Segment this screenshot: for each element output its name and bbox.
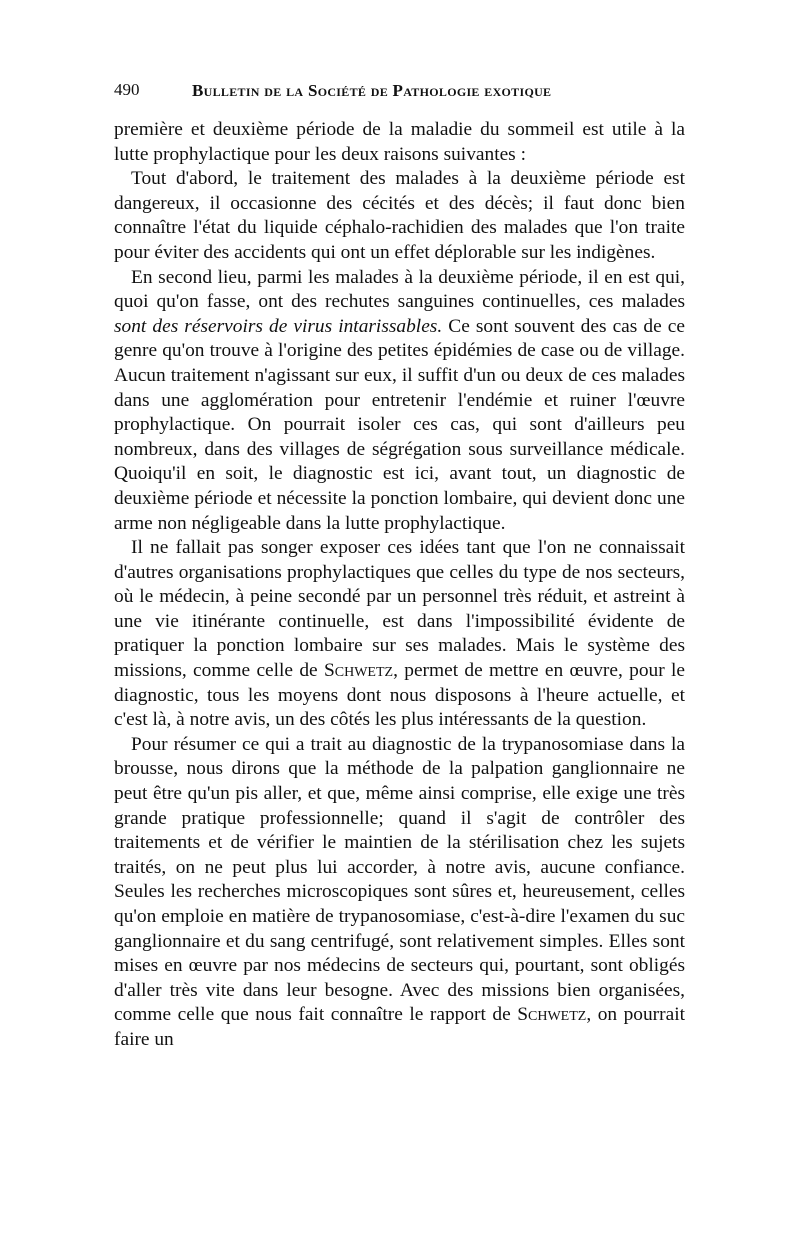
page-number: 490 — [114, 80, 140, 99]
paragraph-5 — [114, 733, 685, 1053]
paragraph-1-text: première et deuxième période de la maladie du sommeil est utile à la lutte prophylactique pour les deux raisons suivantes : — [114, 119, 685, 165]
paragraph-3-text-after: Ce sont souvent des cas de ce genre qu'on trouve à l'origine des petites épidémies de case ou de village. Aucun traitement n'agissant sur eux, il suffit d'un ou deux de ces malades dans une agglomération pour entretenir l'endémie et ruiner l'œuvre prophylactique. On pourrait isoler ces cas, qui sont d'ailleurs peu nombreux, dans des villages de ségrégation sous surveillance médicale. Quoiqu'il en soit, le diagnostic est ici, avant tout, un diagnostic de deuxième période et nécessite la ponction lombaire, qui devient donc une arme non négligeable dans la lutte prophylactique. — [114, 315, 685, 534]
paragraph-5-text-before: Pour résumer ce qui a trait au diagnostic de la trypanosomiase dans la brousse, nous dirons que la méthode de la palpation ganglionnaire ne peut être qu'un pis aller, et que, même ainsi comprise, elle exige une très grande pratique professionnelle; quand il s'agit de contrôler des traitements et de vérifier le maintien de la stérilisation chez les sujets traités, on ne peut plus lui accorder, à notre avis, aucune confiance. Seules les recherches microscopiques sont sûres et, heureusement, celles qu'on emploie en matière de trypanosomiase, c'est-à-dire l'examen du suc ganglionnaire et du sang centrifugé, sont relativement simples. Elles sont mises en œuvre par nos médecins de secteurs qui, pourtant, sont obligés d'aller très vite dans leur besogne. Avec des missions bien organisées, comme celle que nous fait connaître le rapport de — [114, 733, 685, 1026]
paragraph-3-emphasis: sont des réservoirs de virus intarissables. — [114, 315, 443, 337]
paragraph-2-text: Tout d'abord, le traitement des malades à la deuxième période est dangereux, il occasionne des cécités et des décès; il faut donc bien connaître l'état du liquide céphalo-rachidien des malades que l'on traite pour éviter des accidents qui ont un effet déplorable sur les indigènes. — [114, 168, 685, 263]
paragraph-4-text-before: Il ne fallait pas songer exposer ces idées tant que l'on ne connaissait d'autres organisations prophylactiques que celles du type de nos secteurs, où le médecin, à peine secondé par un personnel très réduit, et astreint à une vie itinérante continuelle, est dans l'impossibilité évidente de pratiquer la ponction lombaire sur ses malades. Mais le système des missions, comme celle de — [114, 537, 685, 682]
article-body — [114, 118, 685, 1053]
author-name-schwetz: Schwetz — [323, 660, 394, 682]
author-name-schwetz-2: Schwetz — [517, 1004, 587, 1026]
paragraph-1 — [114, 118, 685, 167]
running-head — [114, 80, 686, 106]
paragraph-4-text-after: , permet de mettre en œuvre, pour le diagnostic, tous les moyens dont nous disposons à l'heure actuelle, et c'est là, à notre avis, un des côtés les plus intéressants de la question. — [114, 660, 685, 731]
paragraph-3 — [114, 266, 685, 537]
paragraph-5-text-after: , on pourrait faire un — [114, 1004, 685, 1050]
paragraph-2 — [114, 167, 685, 265]
paragraph-4 — [114, 536, 685, 733]
paragraph-3-text-before: En second lieu, parmi les malades à la deuxième période, il en est qui, quoi qu'on fasse, ont des rechutes sanguines continuelles, ces malades — [114, 266, 685, 313]
journal-title: Bulletin de la Société de Pathologie exotique — [192, 81, 552, 100]
